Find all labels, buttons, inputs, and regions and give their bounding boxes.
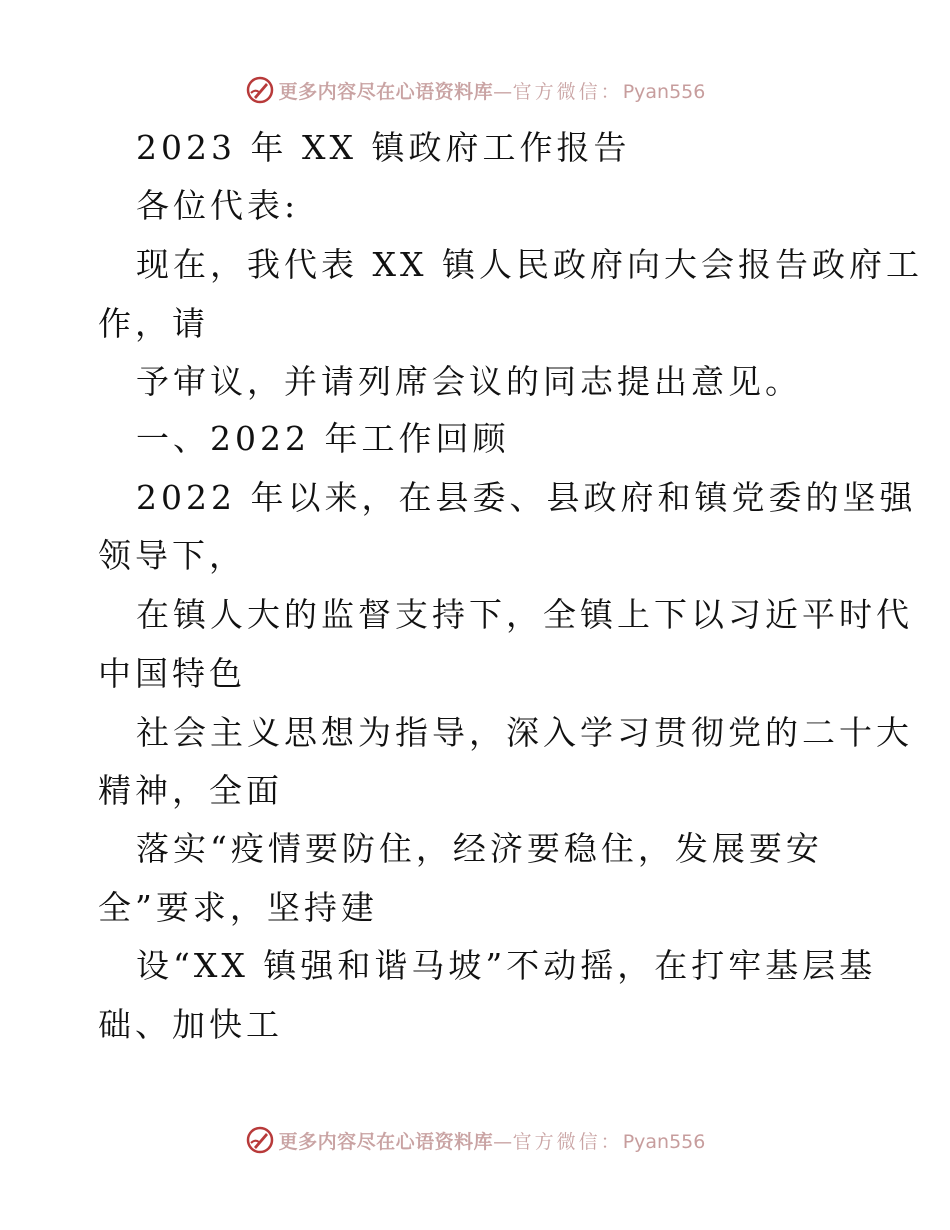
paragraph-line: 予审议，并请列席会议的同志提出意见。 — [136, 362, 802, 401]
watermark-brand: 更多内容尽在心语资料库 — [278, 80, 494, 103]
watermark-footer — [0, 1120, 950, 1160]
paragraph-line: 精神，全面 — [98, 771, 283, 810]
watermark-brand: 更多内容尽在心语资料库 — [278, 1130, 494, 1153]
watermark-header — [0, 70, 950, 110]
paragraph-line: 落实“疫情要防住，经济要稳住，发展要安 — [136, 829, 823, 868]
paragraph-line: 设“XX 镇强和谐马坡”不动摇，在打牢基层基 — [136, 946, 877, 985]
paragraph-line: 在镇人大的监督支持下，全镇上下以习近平时代 — [136, 595, 913, 634]
paragraph-line: 作，请 — [98, 304, 209, 343]
watermark-text — [279, 1127, 706, 1154]
watermark-wechat-label: 官方微信： — [512, 1130, 623, 1153]
watermark-account: Pyan556 — [622, 1130, 706, 1153]
paragraph-line: 领导下， — [98, 536, 246, 575]
document-title: 2023 年 XX 镇政府工作报告 — [136, 128, 631, 167]
quill-pen-icon — [245, 75, 275, 105]
paragraph-line: 础、加快工 — [98, 1005, 283, 1044]
section-heading: 一、2022 年工作回顾 — [136, 419, 510, 458]
salutation: 各位代表: — [136, 186, 300, 225]
watermark-text — [279, 77, 706, 104]
paragraph-line: 全”要求，坚持建 — [98, 888, 378, 927]
paragraph-line: 社会主义思想为指导，深入学习贯彻党的二十大 — [136, 713, 913, 752]
watermark-dash: — — [493, 80, 513, 103]
watermark-wechat-label: 官方微信： — [512, 80, 623, 103]
paragraph-line: 2022 年以来，在县委、县政府和镇党委的坚强 — [136, 478, 917, 517]
watermark-dash: — — [493, 1130, 513, 1153]
paragraph-line: 中国特色 — [98, 654, 246, 693]
paragraph-line: 现在，我代表 XX 镇人民政府向大会报告政府工 — [136, 245, 923, 284]
watermark-account: Pyan556 — [622, 80, 706, 103]
quill-pen-icon — [245, 1125, 275, 1155]
